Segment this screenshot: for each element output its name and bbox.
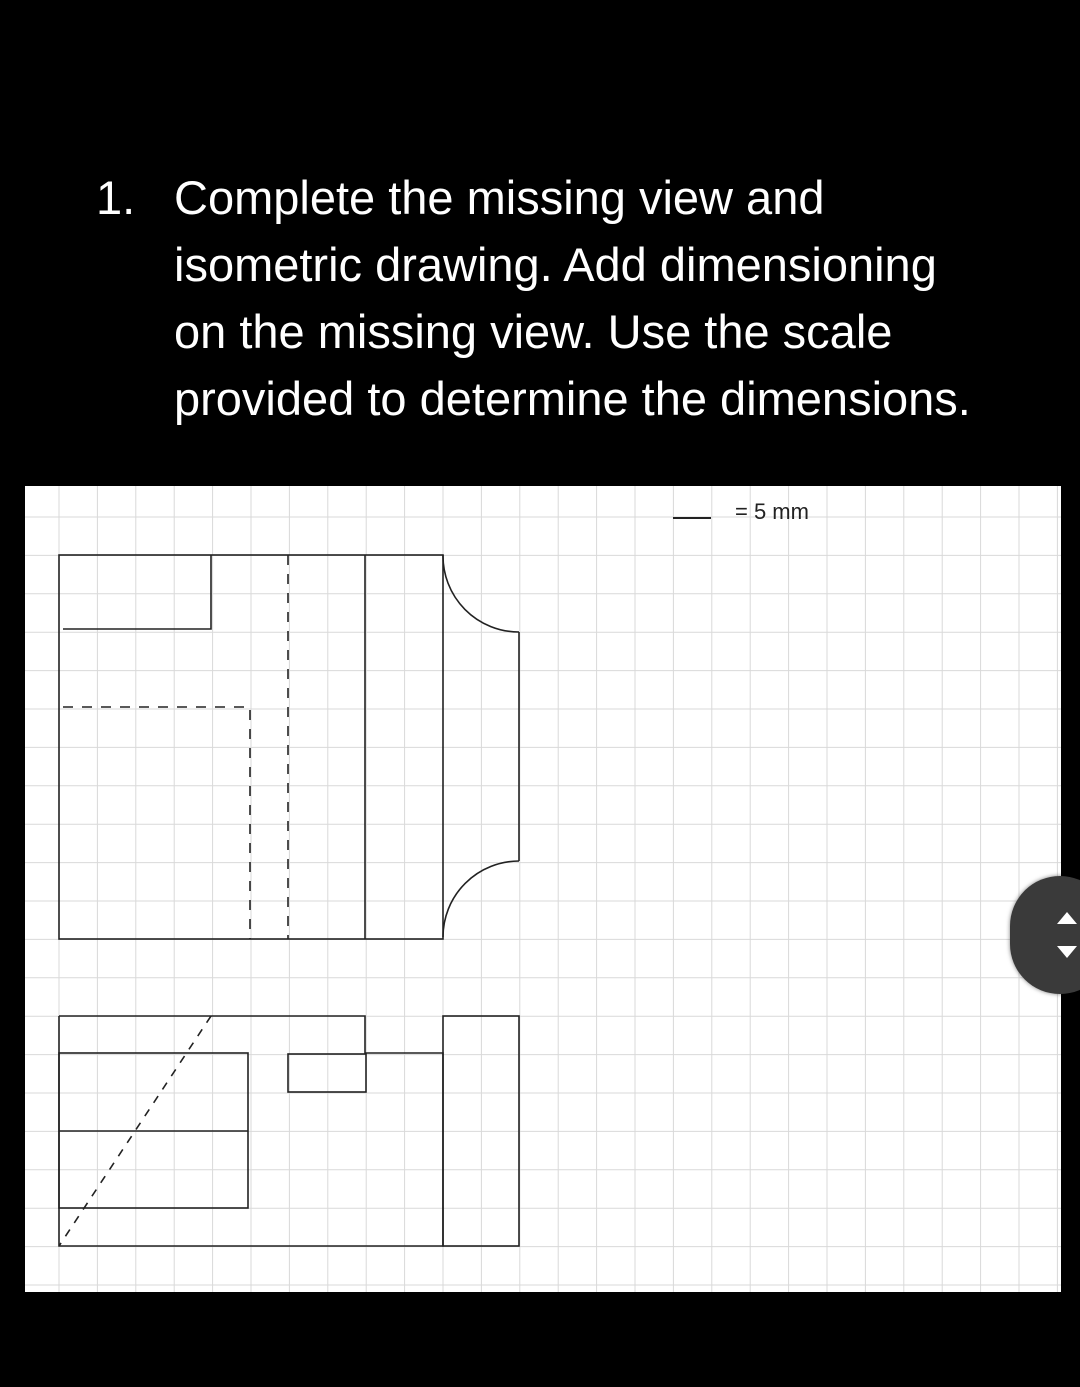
chevron-up-icon[interactable] [1057,912,1077,924]
front-view-top-left-block [63,555,211,629]
question-line-4: provided to determine the dimensions. [174,372,971,425]
question-number: 1. [96,171,136,224]
top-view-small-slot [288,1054,366,1092]
question-line-1: Complete the missing view and [174,171,825,224]
question-text [174,164,1074,432]
question-line-3: on the missing view. Use the scale [174,305,893,358]
chevron-down-icon[interactable] [1057,946,1077,958]
scale-label: = 5 mm [735,499,809,524]
grid-lines [25,486,1061,1292]
orthographic-drawing [25,486,1061,1292]
question-line-2: isometric drawing. Add dimensioning [174,238,937,291]
front-view-hidden-pocket [63,707,250,939]
grid-paper [25,486,1061,1292]
